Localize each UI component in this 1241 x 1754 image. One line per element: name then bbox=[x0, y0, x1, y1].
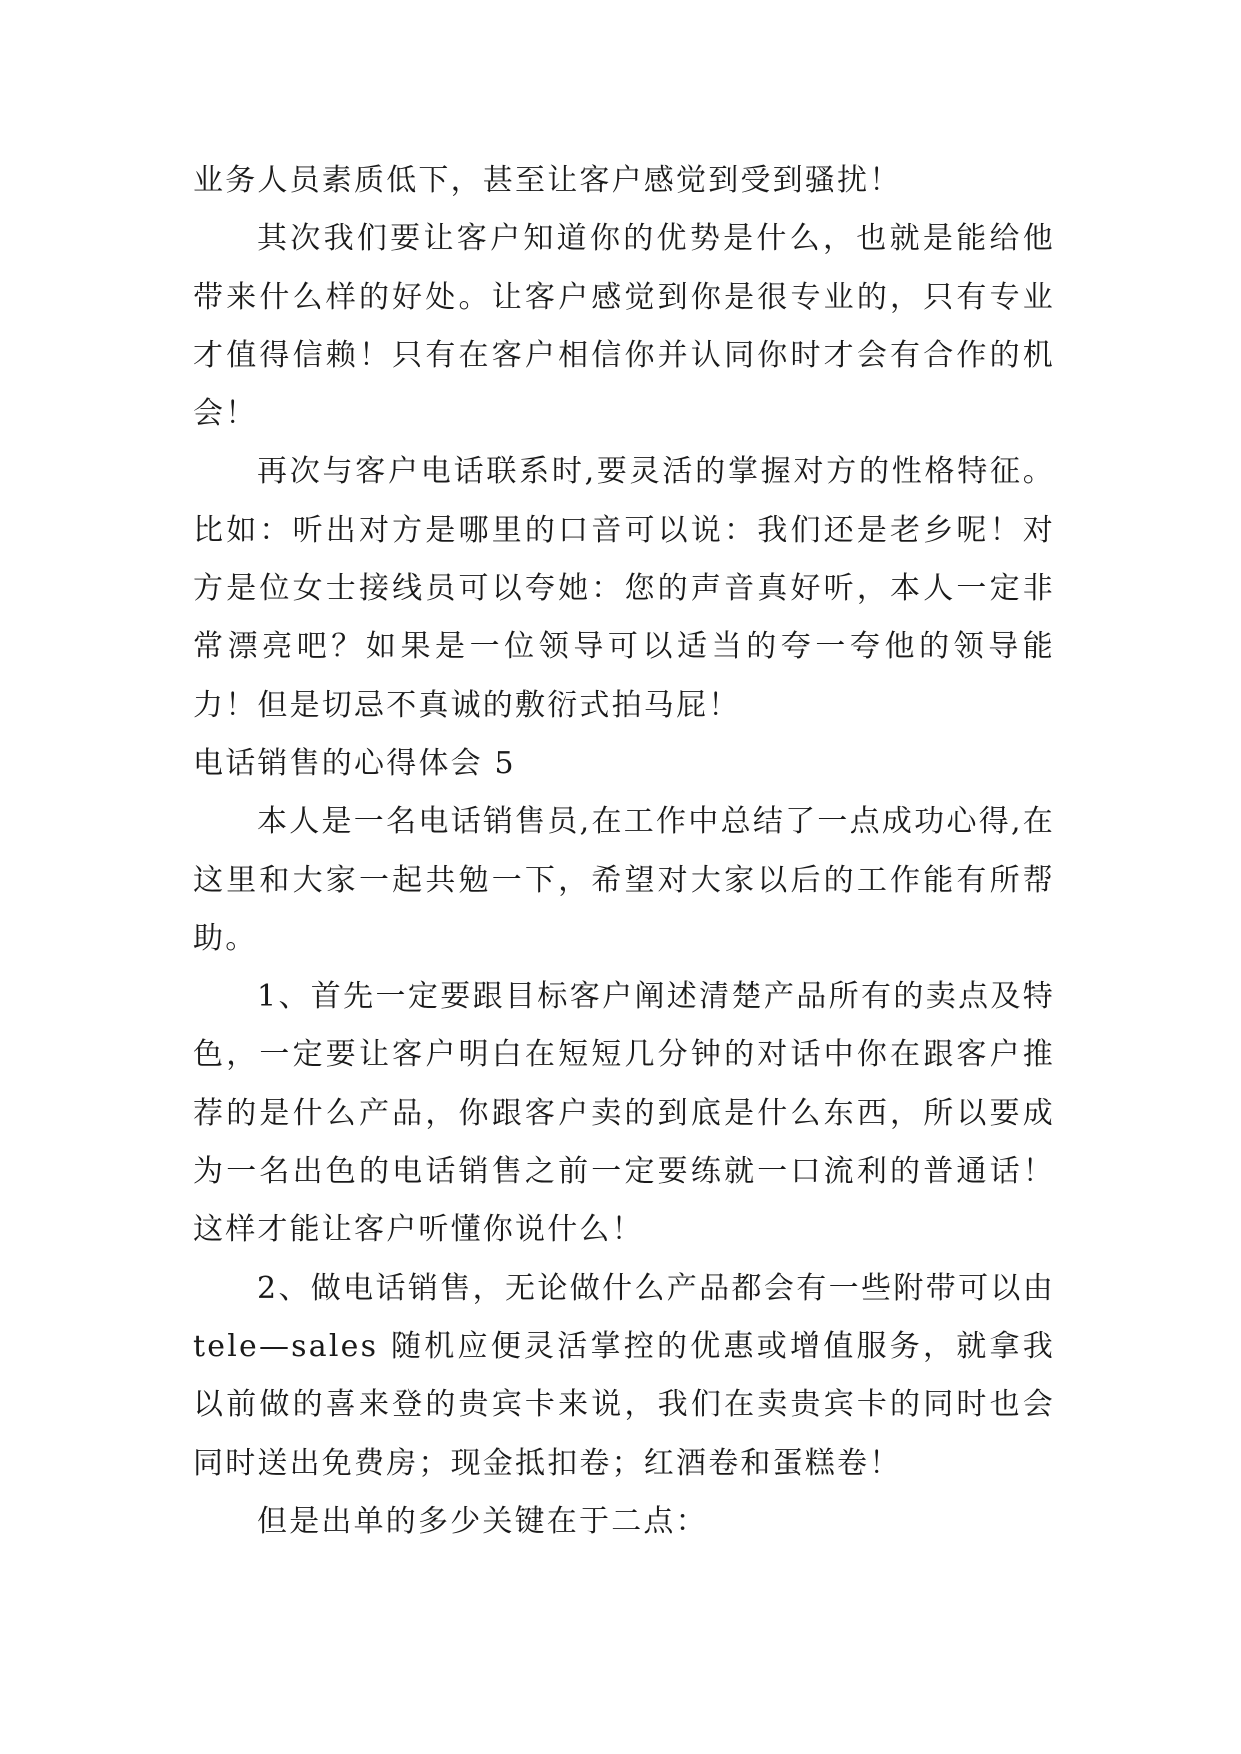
paragraph-intro: 本人是一名电话销售员,在工作中总结了一点成功心得,在这里和大家一起共勉一下，希望对大家以后的工作能有所帮助。 bbox=[193, 804, 1055, 956]
paragraph-continued: 业务人员素质低下，甚至让客户感觉到受到骚扰！ bbox=[193, 163, 902, 198]
paragraph-point-1: 1、首先一定要跟目标客户阐述清楚产品所有的卖点及特色，一定要让客户明白在短短几分钟的对话中你在跟客户推荐的是什么产品，你跟客户卖的到底是什么东西，所以要成为一名出色的电话销售之前一定要练就一口流利的普通话！这样才能让客户听懂你说什么！ bbox=[193, 979, 1055, 1248]
section-heading: 电话销售的心得体会 5 bbox=[193, 745, 516, 781]
document-body bbox=[193, 152, 1055, 1551]
paragraph-point-2: 2、做电话销售，无论做什么产品都会有一些附带可以由 tele—sales 随机应便灵活掌控的优惠或增值服务，就拿我以前做的喜来登的贵宾卡来说，我们在卖贵宾卡的同时也会同时送出免费房；现金抵扣卷；红酒卷和蛋糕卷！ bbox=[193, 1270, 1055, 1481]
paragraph-key-points: 但是出单的多少关键在于二点： bbox=[257, 1503, 708, 1539]
paragraph-advantages: 其次我们要让客户知道你的优势是什么，也就是能给他带来什么样的好处。让客户感觉到你是很专业的，只有专业才值得信赖！只有在客户相信你并认同你时才会有合作的机会！ bbox=[193, 221, 1055, 432]
paragraph-personality: 再次与客户电话联系时,要灵活的掌握对方的性格特征。比如：听出对方是哪里的口音可以说：我们还是老乡呢！对方是位女士接线员可以夸她：您的声音真好听，本人一定非常漂亮吧？如果是一位领导可以适当的夸一夸他的领导能力！但是切忌不真诚的敷衍式拍马屁！ bbox=[193, 454, 1055, 723]
